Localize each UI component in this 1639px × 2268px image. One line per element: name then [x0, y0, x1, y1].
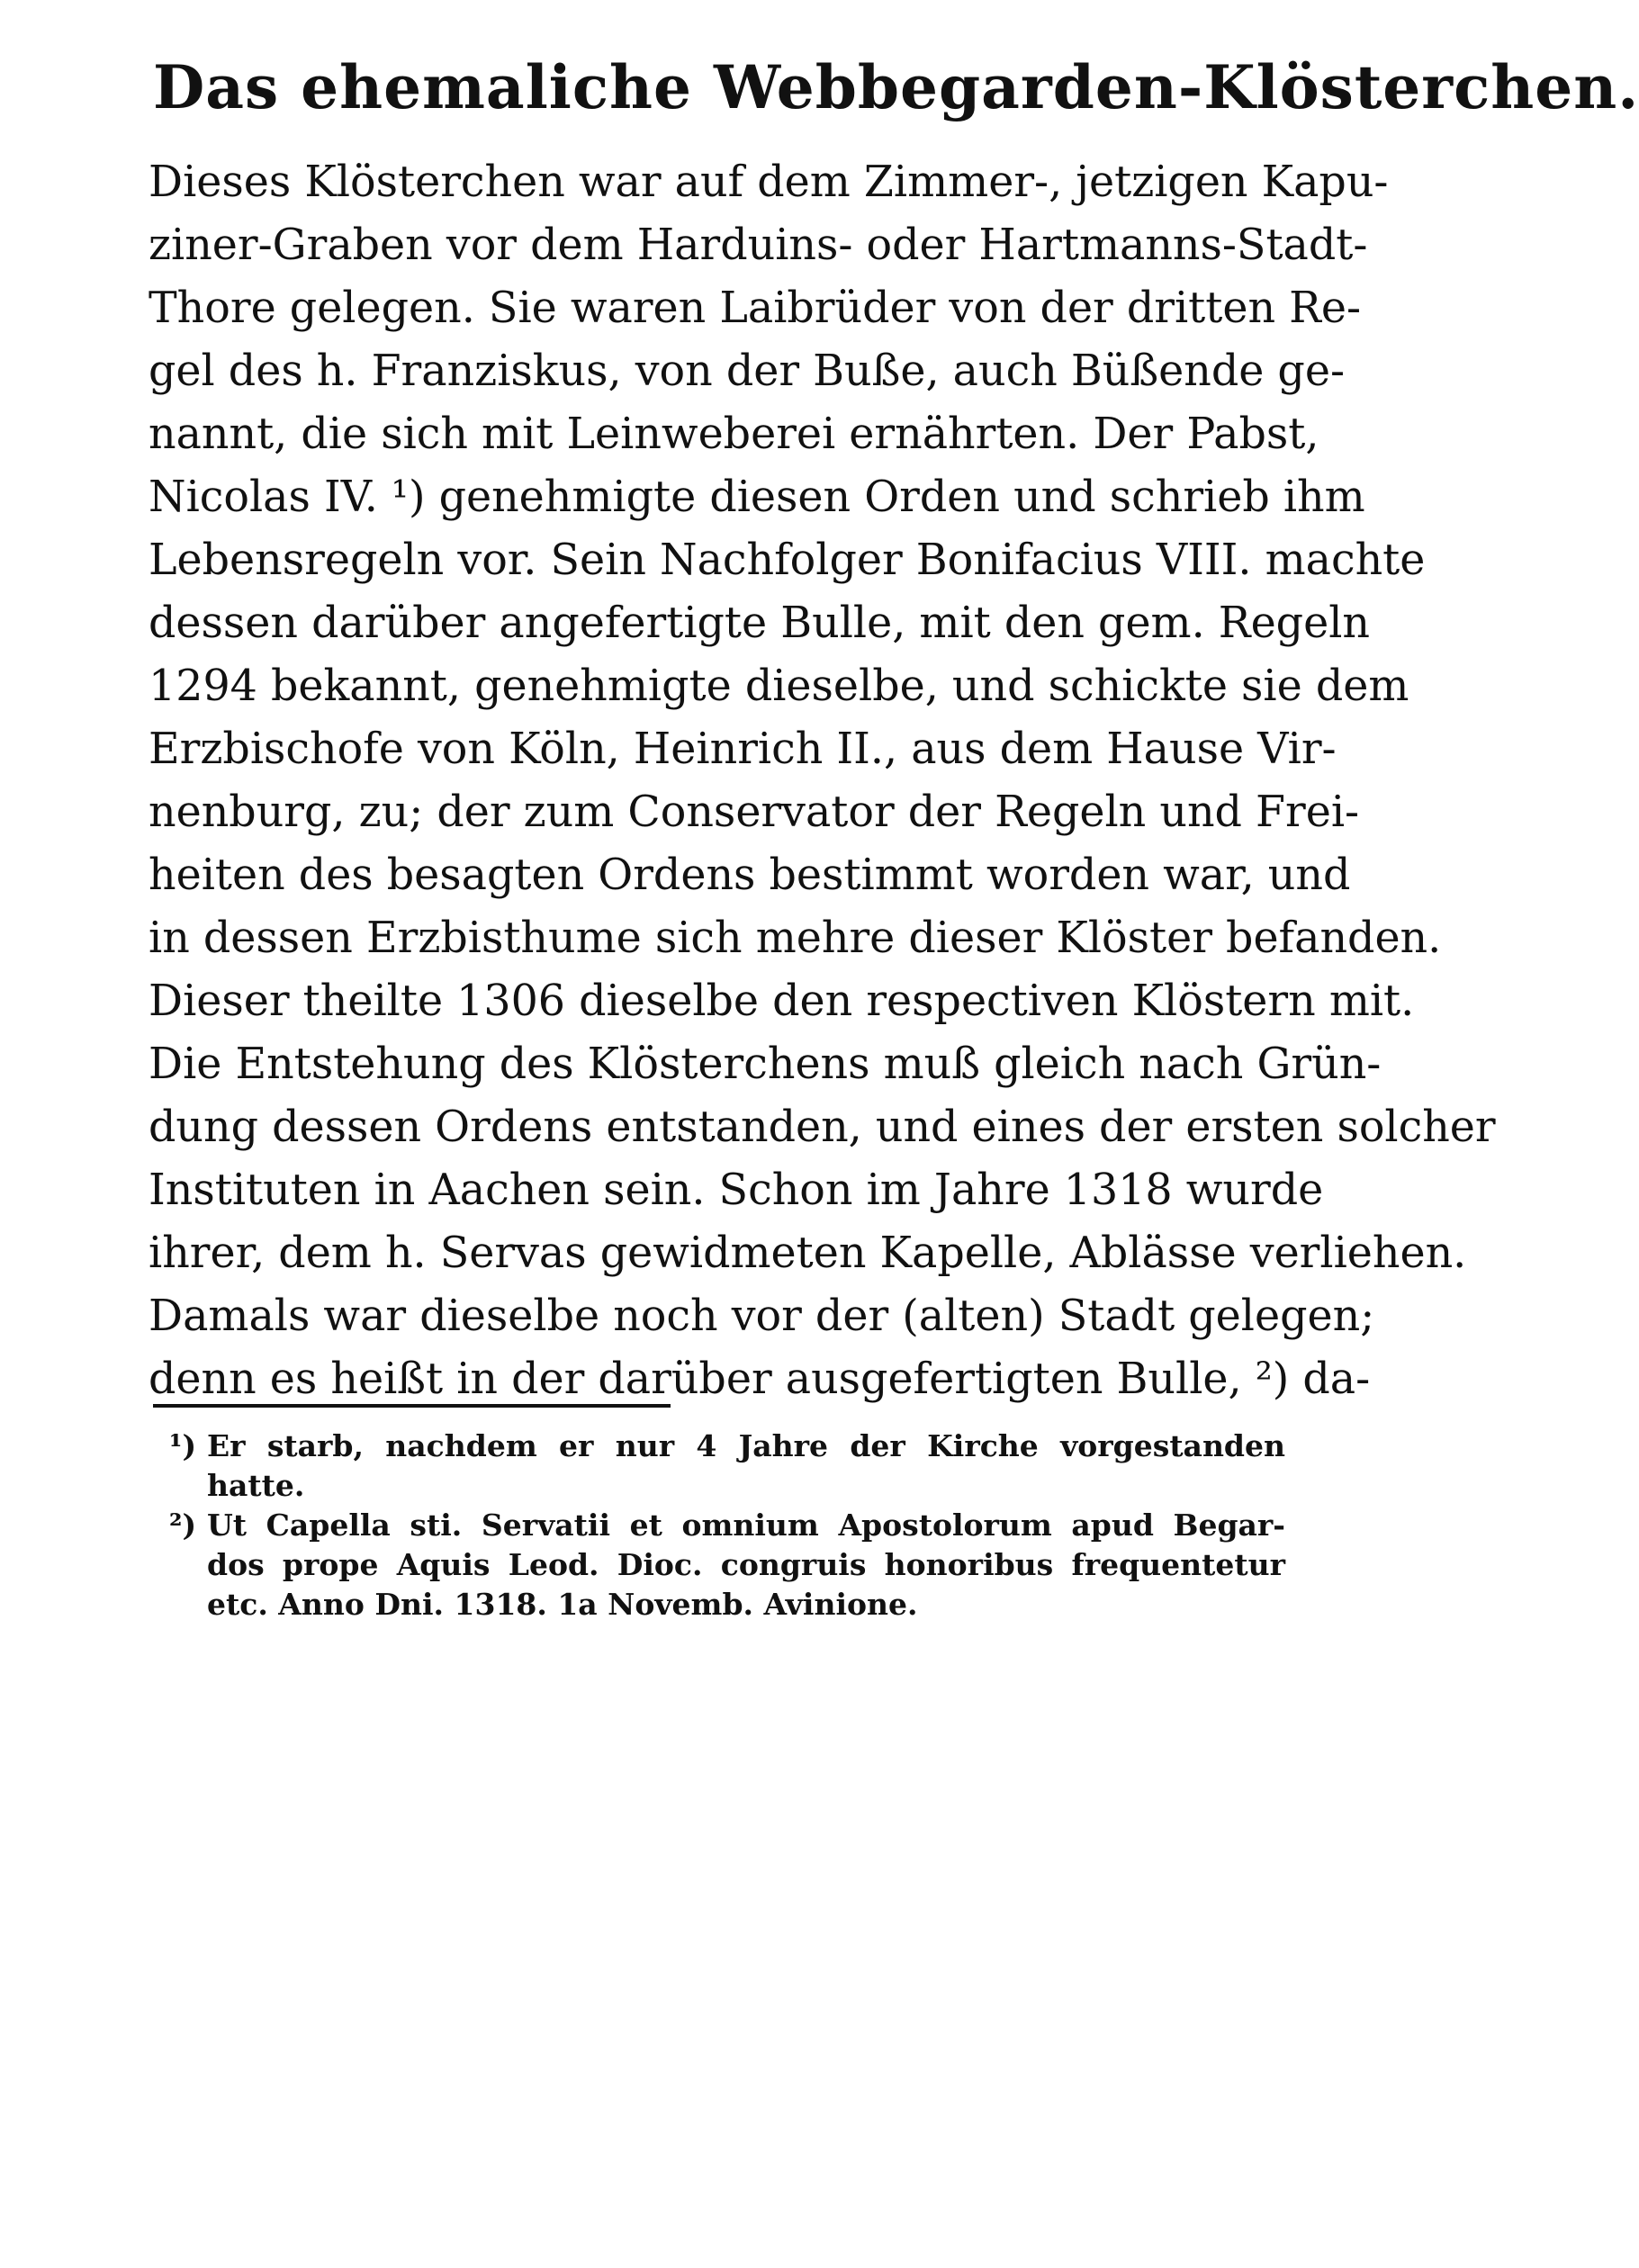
footnote-marker: ¹) — [169, 1428, 197, 1463]
footnote-2 — [169, 1506, 1285, 1624]
text-line: ziner-Graben vor dem Harduins- oder Hartmanns-Stadt- — [149, 220, 1368, 270]
footnotes — [169, 1426, 1285, 1624]
text-line: dung dessen Ordens entstanden, und eines der ersten solcher — [149, 1102, 1496, 1152]
text-line: Die Entstehung des Klösterchens muß gleich nach Grün- — [149, 1040, 1382, 1089]
footnote-text-line: hatte. — [207, 1468, 305, 1503]
text-line: Nicolas IV. ¹) genehmigte diesen Orden und schrieb ihm — [149, 472, 1365, 522]
footnote-text-line: etc. Anno Dni. 1318. 1a Novemb. Avinione. — [207, 1587, 918, 1622]
text-line: nenburg, zu; der zum Conservator der Regeln und Frei- — [149, 788, 1360, 837]
text-line: dessen darüber angefertigte Bulle, mit den gem. Regeln — [149, 598, 1370, 648]
text-line: in dessen Erzbisthume sich mehre dieser Klöster befanden. — [149, 914, 1442, 963]
text-line: Damals war dieselbe noch vor der (alten) Stadt gelegen; — [149, 1292, 1375, 1341]
text-line: 1294 bekannt, genehmigte dieselbe, und schickte sie dem — [149, 662, 1409, 711]
text-line: Dieser theilte 1306 dieselbe den respectiven Klöstern mit. — [149, 976, 1415, 1026]
footnote-text-line: Er starb, nachdem er nur 4 Jahre der Kirche vorgestanden — [207, 1428, 1285, 1463]
text-line: Thore gelegen. Sie waren Laibrüder von der dritten Re- — [149, 284, 1362, 333]
text-line: denn es heißt in der darüber ausgefertigten Bulle, ²) da- — [149, 1354, 1371, 1404]
text-line: heiten des besagten Ordens bestimmt worden war, und — [149, 850, 1351, 900]
paragraph-1 — [149, 151, 1442, 1033]
text-line: ihrer, dem h. Servas gewidmeten Kapelle, Ablässe verliehen. — [149, 1228, 1467, 1278]
paragraph-2 — [149, 1033, 1496, 1411]
text-line: Dieses Klösterchen war auf dem Zimmer-, jetzigen Kapu- — [149, 158, 1389, 207]
text-line: Lebensregeln vor. Sein Nachfolger Bonifacius VIII. machte — [149, 536, 1426, 585]
footnote-1 — [169, 1426, 1285, 1506]
footnote-marker: ²) — [169, 1508, 197, 1543]
main-text — [149, 151, 1496, 1411]
text-line: Instituten in Aachen sein. Schon im Jahre 1318 wurde — [149, 1166, 1324, 1215]
text-line: gel des h. Franziskus, von der Buße, auch Büßende ge- — [149, 346, 1346, 396]
text-line: Erzbischofe von Köln, Heinrich II., aus dem Hause Vir- — [149, 724, 1337, 774]
text-line: nannt, die sich mit Leinweberei ernährten. Der Pabst, — [149, 410, 1319, 459]
page-title: Das ehemaliche Webbegarden-Klösterchen. — [153, 52, 1639, 122]
footnote-divider — [153, 1404, 671, 1408]
footnote-text-line: dos prope Aquis Leod. Dioc. congruis honoribus frequentetur — [207, 1547, 1285, 1582]
footnote-text-line: Ut Capella sti. Servatii et omnium Apostolorum apud Begar- — [207, 1508, 1285, 1543]
